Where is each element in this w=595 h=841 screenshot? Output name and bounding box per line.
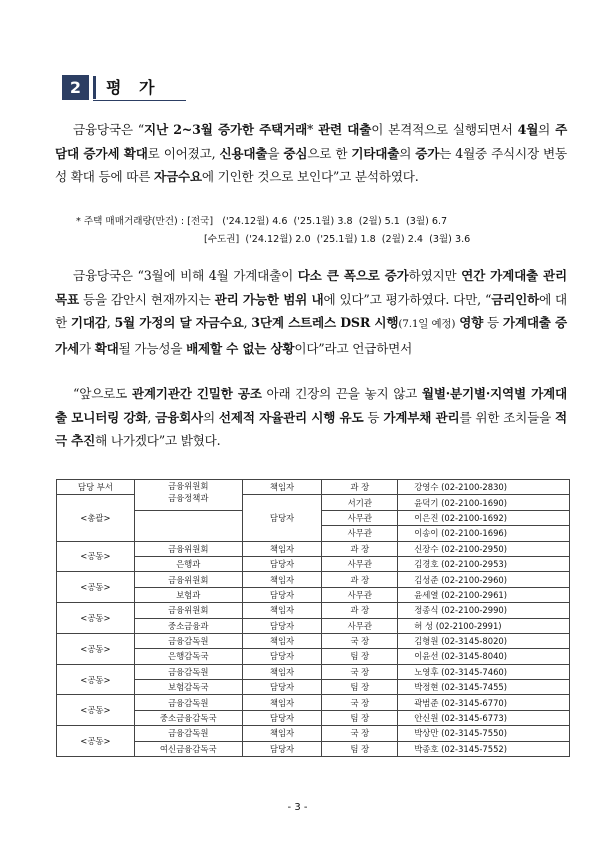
dept-type-cell: <공동> [57,695,135,726]
role-cell: 담당자 [242,495,322,541]
paragraph-text: 이 본격적으로 실행되면서 [371,122,518,137]
paragraph-text: , [147,409,156,425]
dept-org-cell: 금융감독원 [134,633,242,648]
role-cell: 책임자 [242,541,322,556]
paragraph-text: 로 이어졌고, [147,145,220,161]
position-cell: 과 장 [322,541,398,556]
section-divider [93,76,96,99]
dept-name-cell: 은행과 [134,556,242,571]
contact-cell: 윤덕기 (02-2100-1690) [398,495,570,510]
position-cell: 팀 장 [322,649,398,664]
dept-name-cell: 보험과 [134,587,242,602]
emphasis-text: 가계부채 관리 [383,409,460,425]
role-cell: 담당자 [242,618,322,633]
position-cell: 사무관 [322,618,398,633]
dept-name-line: 금융정책과 [168,493,209,503]
role-cell: 담당자 [242,587,322,602]
paragraph-text: 될 가능성을 [118,340,187,356]
paragraph-text: 을 [267,145,284,161]
page-number: - 3 - [287,802,308,813]
footnote-line-1: * 주택 매매거래량(만건) : [전국] ('24.12월) 4.6 ('25.1월) 3.8 (2월) 5.1 (3월) 6.7 [76,216,448,227]
emphasis-text: 적극 추진 [55,409,567,448]
dept-org-cell: 금융위원회 [134,603,242,618]
footnote-line-2: [수도권] ('24.12월) 2.0 ('25.1월) 1.8 (2월) 2.4 (3월) 3.6 [204,234,471,245]
table-row [57,603,570,618]
dept-type-cell: <공동> [57,726,135,757]
dept-type-cell: <공동> [57,572,135,603]
paragraph-evaluation [55,264,567,360]
dept-header-cell: 담당 부서 [57,480,135,495]
role-cell: 책임자 [242,726,322,741]
emphasis-text: 중심 [283,145,308,161]
position-cell: 국 장 [322,695,398,710]
role-cell: 책임자 [242,633,322,648]
table-row [57,572,570,587]
emphasis-text: 배제할 수 없는 상황 [186,340,295,356]
emphasis-text: 기타대출 [351,145,400,161]
emphasis-text: 다소 큰 폭으로 증가 [297,268,409,283]
paragraph-text: 아래 긴장의 끈을 놓지 않고 [261,386,422,401]
table-row [57,710,570,725]
role-cell: 담당자 [242,556,322,571]
paragraph-text: 하였지만 [408,268,462,283]
table-row [57,556,570,571]
dept-name-cell [134,510,242,541]
role-cell: 담당자 [242,710,322,725]
dept-name-cell: 여신금융감독국 [134,741,242,756]
position-cell: 사무관 [322,526,398,541]
table-row [57,695,570,710]
paragraph-analysis [55,118,567,189]
paragraph-text: 등 [363,409,384,425]
paragraph-text: 에 있다”고 평가하였다. 다만, “ [323,291,492,307]
paragraph-text: 해 나가겠다”고 밝혔다. [95,433,221,448]
section-underline [93,100,186,101]
role-cell: 책임자 [242,695,322,710]
paragraph-text: 의 [538,122,556,137]
paragraph-text: , [243,315,252,330]
table-row [57,741,570,756]
dept-name-cell: 중소금융감독국 [134,710,242,725]
emphasis-text: 5월 가정의 달 자금수요 [114,315,244,330]
paragraph-text: 에 기인한 것으로 보인다”고 분석하였다. [201,169,419,184]
paragraph-text: 에 대한 [55,291,568,330]
emphasis-text: 관련 대출 [318,122,372,137]
position-cell: 과 장 [322,572,398,587]
dept-type-cell: <공동> [57,603,135,634]
dept-org-cell: 금융감독원 [134,726,242,741]
contact-cell: 윤세열 (02-2100-2961) [398,587,570,602]
section-number: 2 [62,75,89,100]
dept-org-cell: 금융위원회 [134,572,242,587]
section-header [62,75,186,101]
paragraph-text: * [307,122,319,137]
role-cell: 담당자 [242,680,322,695]
contact-cell: 김형원 (02-3145-8020) [398,633,570,648]
section-title: 평 가 [106,78,161,97]
paragraph-text: , [106,315,115,330]
table-row [57,618,570,633]
contact-cell: 김경호 (02-2100-2953) [398,556,570,571]
contact-cell: 김성준 (02-2100-2960) [398,572,570,587]
dept-name-line: 금융위원회 [168,481,209,491]
emphasis-text: 관리 가능한 범위 내 [214,291,324,307]
contacts-table [56,479,570,757]
position-cell: 서기관 [322,495,398,510]
position-cell: 사무관 [322,510,398,525]
contact-cell: 이윤선 (02-3145-8040) [398,649,570,664]
emphasis-text: 월별·분기별·지역별 가계대출 모니터링 강화 [55,386,567,425]
emphasis-text: 지난 2~3월 증가한 주택거래 [144,122,308,137]
paragraph-text: 의 [203,409,219,425]
position-cell: 국 장 [322,633,398,648]
emphasis-text: 금리인하 [491,291,540,307]
emphasis-text: 신용대출 [219,145,268,161]
table-row [57,541,570,556]
paragraph-text: 으로 한 [307,145,352,161]
emphasis-text: 선제적 자율관리 시행 유도 [218,409,364,425]
paragraph-text: 는 4월중 주식시장 변동성 확대 등에 따른 [55,145,567,184]
dept-type-cell: <총괄> [57,495,135,541]
emphasis-text: 확대 [94,340,119,356]
emphasis-text: 3단계 스트레스 DSR 시행 [251,315,399,330]
contact-cell: 이은진 (02-2100-1692) [398,510,570,525]
paragraph-text: (7.1일 예정) [398,318,456,330]
position-cell: 과 장 [322,603,398,618]
table-row [57,495,570,510]
paragraph-text: 이다”라고 언급하면서 [294,340,413,356]
paragraph-text: 가 [78,340,95,356]
contact-cell: 정종식 (02-2100-2990) [398,603,570,618]
emphasis-text: 주담대 증가세 확대 [55,122,568,161]
emphasis-text: 금융회사 [155,409,204,425]
dept-type-cell: <공동> [57,541,135,572]
table-row [57,633,570,648]
position-cell: 사무관 [322,556,398,571]
position-cell: 팀 장 [322,710,398,725]
dept-org-cell: 금융위원회 [134,541,242,556]
role-cell: 책임자 [242,480,322,495]
table-row [57,649,570,664]
position-cell: 국 장 [322,664,398,679]
paragraph-text: 를 위한 조치들을 [459,409,556,425]
position-cell: 사무관 [322,587,398,602]
position-cell: 국 장 [322,726,398,741]
paragraph-text: “앞으로도 [73,386,132,401]
contact-cell: 허 성 (02-2100-2991) [398,618,570,633]
contact-cell: 곽범준 (02-3145-6770) [398,695,570,710]
emphasis-text: 영향 [459,315,484,330]
table-row [57,587,570,602]
emphasis-text: 4월 [517,122,539,137]
role-cell: 책임자 [242,664,322,679]
paragraph-text: 금융당국은 “3월에 비해 4월 가계대출이 [73,268,298,283]
position-cell: 팀 장 [322,680,398,695]
position-cell: 팀 장 [322,741,398,756]
contact-cell: 안신원 (02-3145-6773) [398,710,570,725]
contact-cell: 강영수 (02-2100-2830) [398,480,570,495]
paragraph-text: 금융당국은 “ [73,122,144,137]
paragraph-text: 등을 감안시 현재까지는 [78,291,215,307]
contact-cell: 박정현 (02-3145-7455) [398,680,570,695]
paragraph-text: 등 [483,315,503,330]
dept-type-cell: <공동> [57,664,135,695]
dept-name-cell [134,480,242,511]
table-row [57,680,570,695]
dept-org-cell: 금융감독원 [134,664,242,679]
contact-cell: 박상만 (02-3145-7550) [398,726,570,741]
role-cell: 담당자 [242,741,322,756]
emphasis-text: 연간 가계대출 관리목표 [55,268,567,307]
table-row [57,664,570,679]
emphasis-text: 가계대출 증가세 [55,315,567,356]
position-cell: 과 장 [322,480,398,495]
role-cell: 책임자 [242,572,322,587]
table-row [57,726,570,741]
dept-name-cell: 은행감독국 [134,649,242,664]
emphasis-text: 관계기관간 긴밀한 공조 [131,386,262,401]
paragraph-text: 의 [399,145,416,161]
emphasis-text: 증가 [415,145,440,161]
role-cell: 담당자 [242,649,322,664]
dept-type-cell: <공동> [57,633,135,664]
contact-cell: 노영후 (02-3145-7460) [398,664,570,679]
contact-cell: 이송이 (02-2100-1696) [398,526,570,541]
dept-org-cell: 금융감독원 [134,695,242,710]
emphasis-text: 자금수요 [153,169,202,184]
emphasis-text: 기대감 [70,315,107,330]
contact-cell: 박종호 (02-3145-7552) [398,741,570,756]
dept-name-cell: 중소금융과 [134,618,242,633]
contact-cell: 신장수 (02-2100-2950) [398,541,570,556]
paragraph-plan [55,382,567,453]
table-row [57,480,570,495]
role-cell: 책임자 [242,603,322,618]
dept-name-cell: 보험감독국 [134,680,242,695]
